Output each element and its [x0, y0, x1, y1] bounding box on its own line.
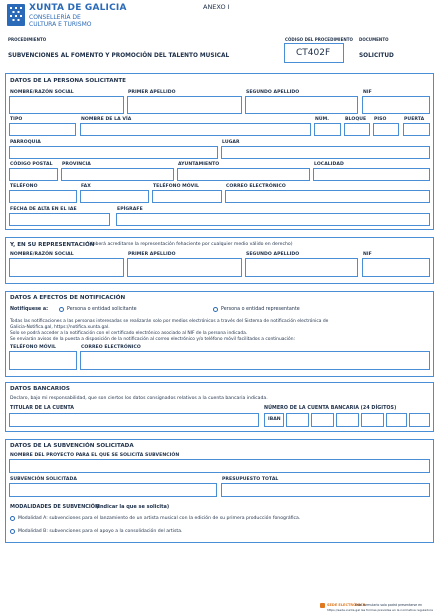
label-correo: CORREO ELECTRÓNICO [226, 184, 286, 189]
field-nif[interactable] [362, 96, 430, 114]
field-epigrafe[interactable] [116, 213, 430, 226]
notification-text-1: Todas las notificaciones a las personas interesadas se realizarán solo por medios electrónicos a través del Sistema de notificación electrónica de [10, 319, 329, 324]
radio-solicitante-label: Persona o entidad solicitante [67, 307, 137, 312]
notif-field-correo[interactable] [80, 351, 430, 370]
xunta-emblem-icon [6, 3, 26, 27]
label-puerta: PUERTA [404, 117, 425, 122]
sede-icon [320, 603, 325, 608]
bank-label-numero: NÚMERO DE LA CUENTA BANCARIA (24 DÍGITOS) [264, 406, 397, 411]
label-segundo-apellido: SEGUNDO APELLIDO [246, 90, 300, 95]
field-bloque[interactable] [344, 123, 370, 136]
notif-field-telefono-movil[interactable] [9, 351, 77, 370]
footer-line-2: https://sede.xunta.gal las formas previstas en la normativa reguladora [327, 608, 433, 612]
field-num[interactable] [314, 123, 341, 136]
document-label: DOCUMENTO [359, 37, 389, 42]
procedure-code-value: CT402F [296, 48, 331, 58]
label-primer-apellido: PRIMER APELLIDO [128, 90, 176, 95]
rep-field-nombre[interactable] [9, 258, 124, 277]
radio-modalidad-a[interactable] [10, 516, 15, 521]
procedure-label: PROCEDIMIENTO [8, 37, 47, 42]
field-lugar[interactable] [221, 146, 430, 159]
subsidy-label-proyecto: NOMBRE DEL PROYECTO PARA EL QUE SE SOLICITA SUBVENCIÓN [10, 453, 180, 458]
notification-title: DATOS A EFECTOS DE NOTIFICACIÓN [10, 295, 126, 301]
subsidy-label-subvencion: SUBVENCIÓN SOLICITADA [10, 477, 78, 482]
document-value: SOLICITUD [359, 53, 394, 59]
bank-declaration: Declaro, bajo mi responsabilidad, que son ciertos los datos consignados relativos a la cuenta bancaria indicada. [10, 396, 268, 401]
radio-modalidad-b[interactable] [10, 529, 15, 534]
rep-label-nombre: NOMBRE/RAZÓN SOCIAL [10, 252, 74, 257]
label-provincia: PROVINCIA [62, 162, 91, 167]
representative-title: Y, EN SU REPRESENTACIÓN [10, 242, 95, 248]
field-provincia[interactable] [61, 168, 174, 181]
iban-label: IBAN [268, 417, 281, 422]
representative-title-note: (deberá acreditarse la representación fehaciente por cualquier medio válido en derecho) [88, 242, 293, 247]
label-epigrafe: EPÍGRAFE [117, 207, 143, 212]
field-telefono[interactable] [9, 190, 77, 203]
field-primer-apellido[interactable] [127, 96, 242, 114]
label-fecha-alta: FECHA DE ALTA EN EL IAE [10, 207, 77, 212]
iban-cell-4[interactable] [361, 413, 384, 427]
label-telefono-movil: TELÉFONO MÓVIL [153, 184, 199, 189]
field-ayuntamiento[interactable] [177, 168, 310, 181]
field-nombre[interactable] [9, 96, 124, 114]
label-bloque: BLOQUE [345, 117, 367, 122]
label-fax: FAX [81, 184, 91, 189]
notification-text-4: Se enviarán avisos de la puesta a disposición de la notificación al correo electrónico y/o teléfono móvil facilitados a continuación: [10, 337, 296, 342]
field-fecha-alta[interactable] [9, 213, 110, 226]
subsidy-field-proyecto[interactable] [9, 459, 430, 473]
field-correo[interactable] [225, 190, 430, 203]
field-segundo-apellido[interactable] [245, 96, 358, 114]
bank-title: DATOS BANCARIOS [10, 386, 70, 392]
notify-to-label: Notifíquese a: [10, 307, 49, 312]
field-puerta[interactable] [403, 123, 430, 136]
label-nombre: NOMBRE/RAZÓN SOCIAL [10, 90, 74, 95]
procedure-value: SUBVENCIONES AL FOMENTO Y PROMOCIÓN DEL TALENTO MUSICAL [8, 53, 230, 59]
field-codigo-postal[interactable] [9, 168, 58, 181]
radio-representante[interactable] [213, 307, 218, 312]
notification-text-3: Solo se podrá acceder a la notificación con el certificado electrónico asociado al NIF de la persona indicada. [10, 331, 248, 336]
field-telefono-movil[interactable] [152, 190, 222, 203]
field-piso[interactable] [373, 123, 399, 136]
field-nombre-via[interactable] [80, 123, 311, 136]
label-piso: PISO [374, 117, 387, 122]
modalities-note: (indicar la que se solicita) [96, 504, 170, 510]
annex-label: ANEXO I [203, 3, 230, 11]
label-lugar: LUGAR [222, 140, 240, 145]
rep-field-nif[interactable] [362, 258, 430, 277]
label-tipo: TIPO [10, 117, 23, 122]
notif-label-telefono-movil: TELÉFONO MÓVIL [10, 345, 56, 350]
iban-cell-2[interactable] [311, 413, 334, 427]
notif-label-correo: CORREO ELECTRÓNICO [81, 345, 141, 350]
iban-cell-1[interactable] [286, 413, 309, 427]
xunta-logo [6, 3, 26, 27]
label-nif: NIF [363, 90, 372, 95]
radio-representante-label: Persona o entidad representante [221, 307, 300, 312]
modalities-title: MODALIDADES DE SUBVENCIÓN [10, 504, 100, 510]
modalidad-a-label: Modalidad A: subvenciones para el lanzamiento de un artista musical con la edición de su primera producción fonográfica. [18, 516, 301, 521]
label-ayuntamiento: AYUNTAMIENTO [178, 162, 220, 167]
rep-field-segundo-apellido[interactable] [245, 258, 358, 277]
notification-text-2: Galicia-Notifica.gal, https://notifica.xunta.gal. [10, 325, 110, 330]
radio-solicitante[interactable] [59, 307, 64, 312]
label-num: NÚM. [315, 117, 330, 122]
bank-field-titular[interactable] [9, 413, 259, 427]
subsidy-field-subvencion[interactable] [9, 483, 217, 497]
subsidy-field-presupuesto[interactable] [221, 483, 430, 497]
field-localidad[interactable] [313, 168, 430, 181]
org-name: XUNTA DE GALICIA [29, 3, 127, 13]
field-parroquia[interactable] [9, 146, 218, 159]
rep-label-nif: NIF [363, 252, 372, 257]
footer-line-1: Este formulario solo podrá presentarse en [355, 603, 423, 607]
label-nombre-via: NOMBRE DE LA VÍA [81, 117, 132, 122]
iban-cell-6[interactable] [409, 413, 430, 427]
label-telefono: TELÉFONO [10, 184, 38, 189]
footer-sede: SEDE ELECTRÓNICA [327, 603, 366, 607]
subsidy-label-presupuesto: PRESUPUESTO TOTAL [222, 477, 279, 482]
rep-label-primer-apellido: PRIMER APELLIDO [128, 252, 176, 257]
procedure-code-label: CÓDIGO DEL PROCEDIMIENTO [285, 37, 353, 42]
dept-line-2: CULTURA E TURISMO [29, 21, 92, 28]
iban-cell-3[interactable] [336, 413, 359, 427]
label-codigo-postal: CÓDIGO POSTAL [10, 162, 53, 167]
rep-field-primer-apellido[interactable] [127, 258, 242, 277]
rep-label-segundo-apellido: SEGUNDO APELLIDO [246, 252, 300, 257]
label-parroquia: PARROQUIA [10, 140, 41, 145]
iban-cell-5[interactable] [386, 413, 407, 427]
label-localidad: LOCALIDAD [314, 162, 344, 167]
modalidad-b-label: Modalidad B: subvenciones para el apoyo a la consolidación del artista. [18, 529, 183, 534]
bank-label-titular: TITULAR DE LA CUENTA [10, 406, 75, 411]
applicant-title: DATOS DE LA PERSONA SOLICITANTE [10, 78, 126, 84]
field-fax[interactable] [80, 190, 149, 203]
field-tipo[interactable] [9, 123, 76, 136]
subsidy-title: DATOS DE LA SUBVENCIÓN SOLICITADA [10, 443, 134, 449]
dept-line-1: CONSELLERÍA DE [29, 14, 81, 21]
